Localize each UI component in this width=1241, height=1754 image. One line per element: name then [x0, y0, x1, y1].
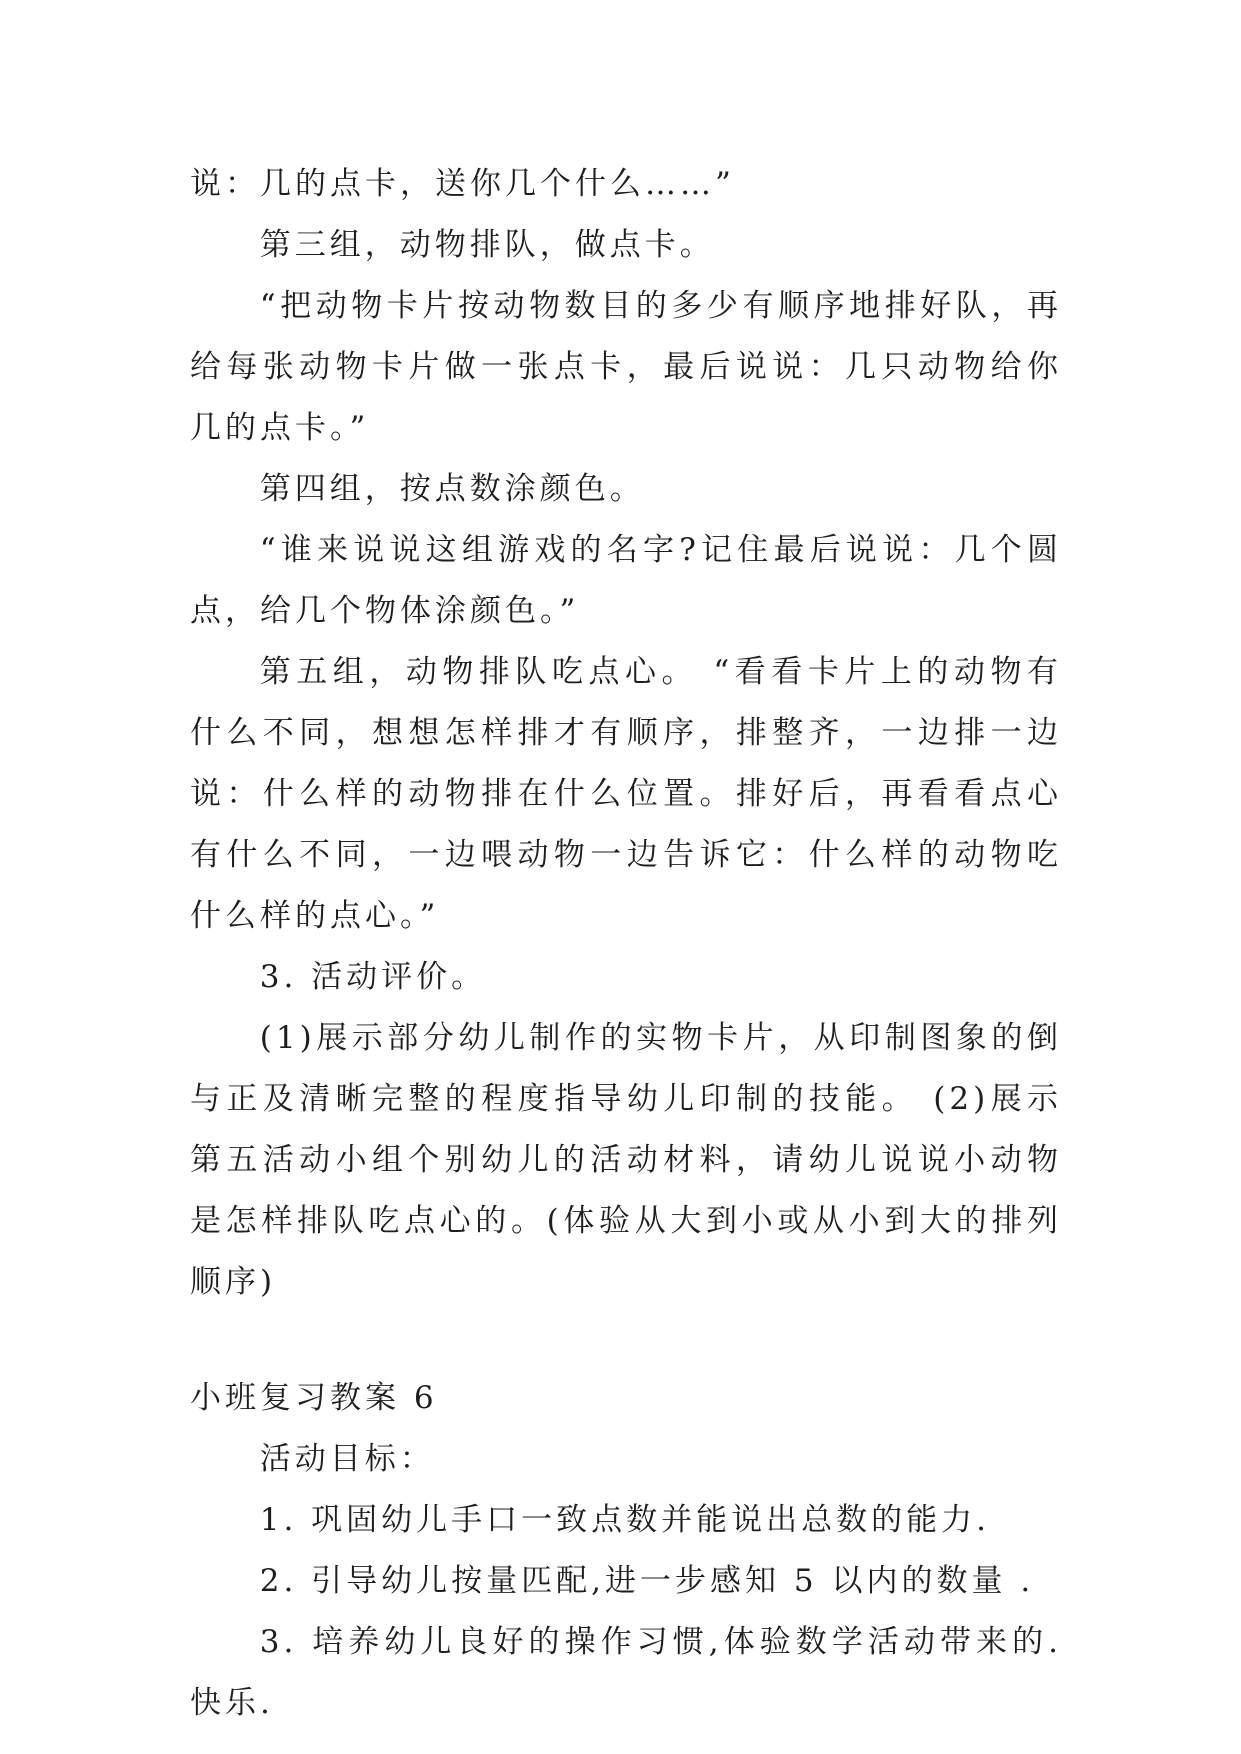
paragraph-group-three-instruction: “把动物卡片按动物数目的多少有顺序地排好队，再给每张动物卡片做一张点卡，最后说说：几只动物给你几的点卡。”	[190, 288, 1062, 446]
paragraph-activity-evaluation: 3. 活动评价。	[259, 959, 487, 995]
goal-item-2: 2. 引导幼儿按量匹配,进一步感知 5 以内的数量 .	[259, 1563, 1035, 1599]
section-title: 小班复习教案 6	[190, 1380, 438, 1416]
document-body	[190, 154, 1062, 1734]
paragraph-group-three: 第三组，动物排队，做点卡。	[259, 227, 715, 263]
paragraph-evaluation-details: (1)展示部分幼儿制作的实物卡片，从印制图象的倒与正及清晰完整的程度指导幼儿印制的技能。 (2)展示第五活动小组个别幼儿的活动材料，请幼儿说说小动物是怎样排队吃点心的。(体验从大到小或从小到大的排列顺序)	[190, 1020, 1062, 1300]
paragraph-group-five: 第五组，动物排队吃点心。 “看看卡片上的动物有什么不同，想想怎样排才有顺序，排整齐，一边排一边说：什么样的动物排在什么位置。排好后，再看看点心有什么不同，一边喂动物一边告诉它：什么样的动物吃什么样的点心。”	[190, 654, 1062, 934]
goal-item-3: 3. 培养幼儿良好的操作习惯,体验数学活动带来的.快乐.	[190, 1624, 1062, 1721]
goals-label: 活动目标：	[259, 1441, 435, 1477]
goal-item-1: 1. 巩固幼儿手口一致点数并能说出总数的能力.	[259, 1502, 991, 1538]
paragraph-continuation: 说：几的点卡，送你几个什么……”	[190, 166, 735, 202]
paragraph-group-four-instruction: “谁来说说这组游戏的名字?记住最后说说：几个圆点，给几个物体涂颜色。”	[190, 532, 1062, 629]
paragraph-group-four: 第四组，按点数涂颜色。	[259, 471, 645, 507]
